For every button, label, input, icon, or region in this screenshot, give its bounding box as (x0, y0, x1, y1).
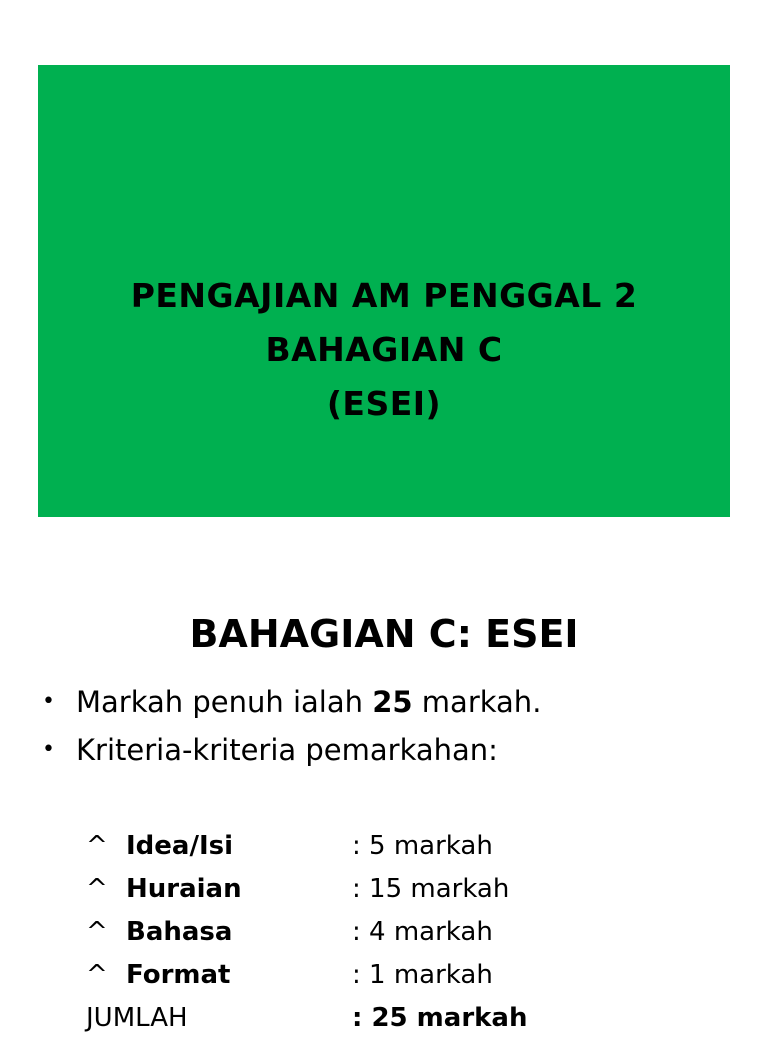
criteria-name: Idea/Isi (126, 831, 234, 861)
criteria-value: : 1 markah (352, 960, 493, 990)
criteria-name: Huraian (126, 874, 242, 904)
caret-icon: ^ (86, 960, 108, 990)
caret-icon: ^ (86, 917, 108, 947)
caret-icon: ^ (86, 874, 108, 904)
bullet-item-full-marks (40, 678, 541, 726)
total-label: JUMLAH (86, 1003, 188, 1033)
caret-icon: ^ (86, 831, 108, 861)
criteria-name: Bahasa (126, 917, 233, 947)
bullet-text-suffix: markah. (412, 685, 542, 719)
title-line-2: BAHAGIAN C (265, 330, 503, 369)
criteria-name: Format (126, 960, 231, 990)
bullet-icon: • (42, 737, 55, 762)
bullet-icon: • (42, 689, 55, 714)
bullet-text-bold: 25 (372, 685, 413, 719)
bullet-text-prefix: Markah penuh ialah (76, 685, 373, 719)
bullet-text: Kriteria-kriteria pemarkahan: (76, 733, 498, 767)
title-line-3: (ESEI) (326, 384, 442, 423)
title-slide-heading (38, 269, 730, 431)
criteria-value: : 5 markah (352, 831, 493, 861)
criteria-value: : 15 markah (352, 874, 510, 904)
title-slide (38, 65, 730, 517)
title-line-1: PENGAJIAN AM PENGGAL 2 (130, 276, 638, 315)
section-heading: BAHAGIAN C: ESEI (189, 612, 579, 656)
criteria-value: : 4 markah (352, 917, 493, 947)
total-value: : 25 markah (352, 1003, 528, 1033)
bullet-list (40, 678, 541, 774)
bullet-item-criteria (40, 726, 541, 774)
